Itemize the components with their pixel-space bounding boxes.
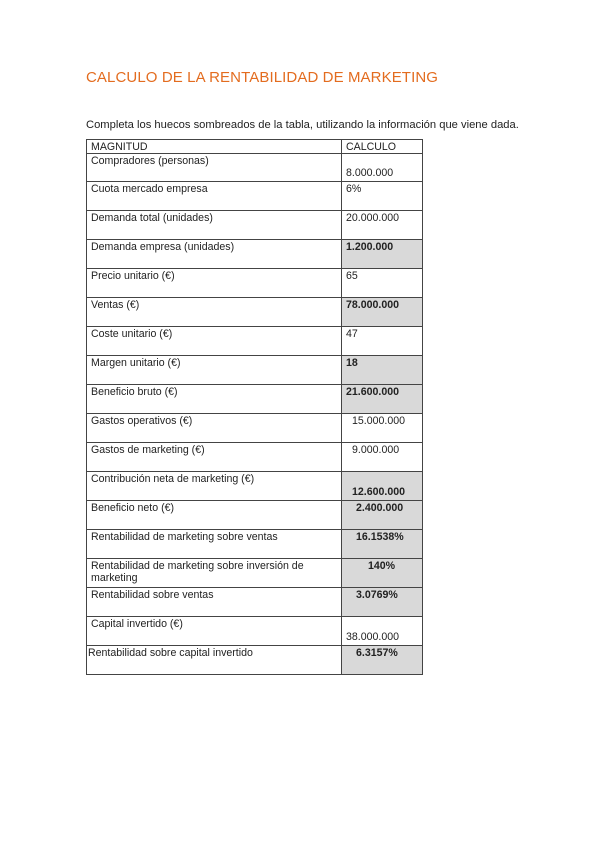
calculation-table (86, 139, 423, 675)
table-row (87, 414, 423, 443)
row-value: 16.1538% (342, 530, 423, 559)
row-value: 6.3157% (342, 646, 423, 675)
row-value: 6% (342, 182, 423, 211)
row-label: Beneficio neto (€) (87, 501, 342, 530)
row-label: Margen unitario (€) (87, 356, 342, 385)
table-row (87, 501, 423, 530)
table-row (87, 240, 423, 269)
row-label: Rentabilidad de marketing sobre ventas (87, 530, 342, 559)
row-label: Demanda total (unidades) (87, 211, 342, 240)
row-label: Capital invertido (€) (87, 617, 342, 646)
row-value: 18 (342, 356, 423, 385)
intro-text: Completa los huecos sombreados de la tabla, utilizando la información que viene dada. (86, 119, 519, 131)
row-value: 78.000.000 (342, 298, 423, 327)
table-row (87, 182, 423, 211)
row-label: Contribución neta de marketing (€) (87, 472, 342, 501)
row-value: 21.600.000 (342, 385, 423, 414)
table-row (87, 298, 423, 327)
row-value: 1.200.000 (342, 240, 423, 269)
row-value: 15.000.000 (342, 414, 423, 443)
row-label: Rentabilidad de marketing sobre inversión de marketing (87, 559, 342, 588)
table-row (87, 385, 423, 414)
row-label: Rentabilidad sobre ventas (87, 588, 342, 617)
row-value: 9.000.000 (342, 443, 423, 472)
document-title: CALCULO DE LA RENTABILIDAD DE MARKETING (86, 69, 439, 86)
table-row (87, 472, 423, 501)
table-row (87, 559, 423, 588)
table-row (87, 356, 423, 385)
row-label: Gastos de marketing (€) (87, 443, 342, 472)
row-value: 20.000.000 (342, 211, 423, 240)
table-row (87, 646, 423, 675)
table-header-row (87, 140, 423, 154)
row-label: Ventas (€) (87, 298, 342, 327)
row-value: 2.400.000 (342, 501, 423, 530)
table-row (87, 588, 423, 617)
table-row (87, 154, 423, 182)
row-label: Coste unitario (€) (87, 327, 342, 356)
row-label: Cuota mercado empresa (87, 182, 342, 211)
row-value: 12.600.000 (342, 472, 423, 501)
row-label: Beneficio bruto (€) (87, 385, 342, 414)
header-magnitud: MAGNITUD (87, 140, 342, 154)
row-value: 47 (342, 327, 423, 356)
table-row (87, 327, 423, 356)
row-value: 140% (342, 559, 423, 588)
header-calculo: CALCULO (342, 140, 423, 154)
row-value: 38.000.000 (342, 617, 423, 646)
row-label: Demanda empresa (unidades) (87, 240, 342, 269)
row-label: Precio unitario (€) (87, 269, 342, 298)
table-row (87, 530, 423, 559)
table-row (87, 617, 423, 646)
row-label: Rentabilidad sobre capital invertido (87, 646, 342, 675)
row-label: Compradores (personas) (87, 154, 342, 182)
table-row (87, 211, 423, 240)
row-value: 65 (342, 269, 423, 298)
table-row (87, 443, 423, 472)
row-value: 3.0769% (342, 588, 423, 617)
row-value: 8.000.000 (342, 154, 423, 182)
row-label: Gastos operativos (€) (87, 414, 342, 443)
table-row (87, 269, 423, 298)
